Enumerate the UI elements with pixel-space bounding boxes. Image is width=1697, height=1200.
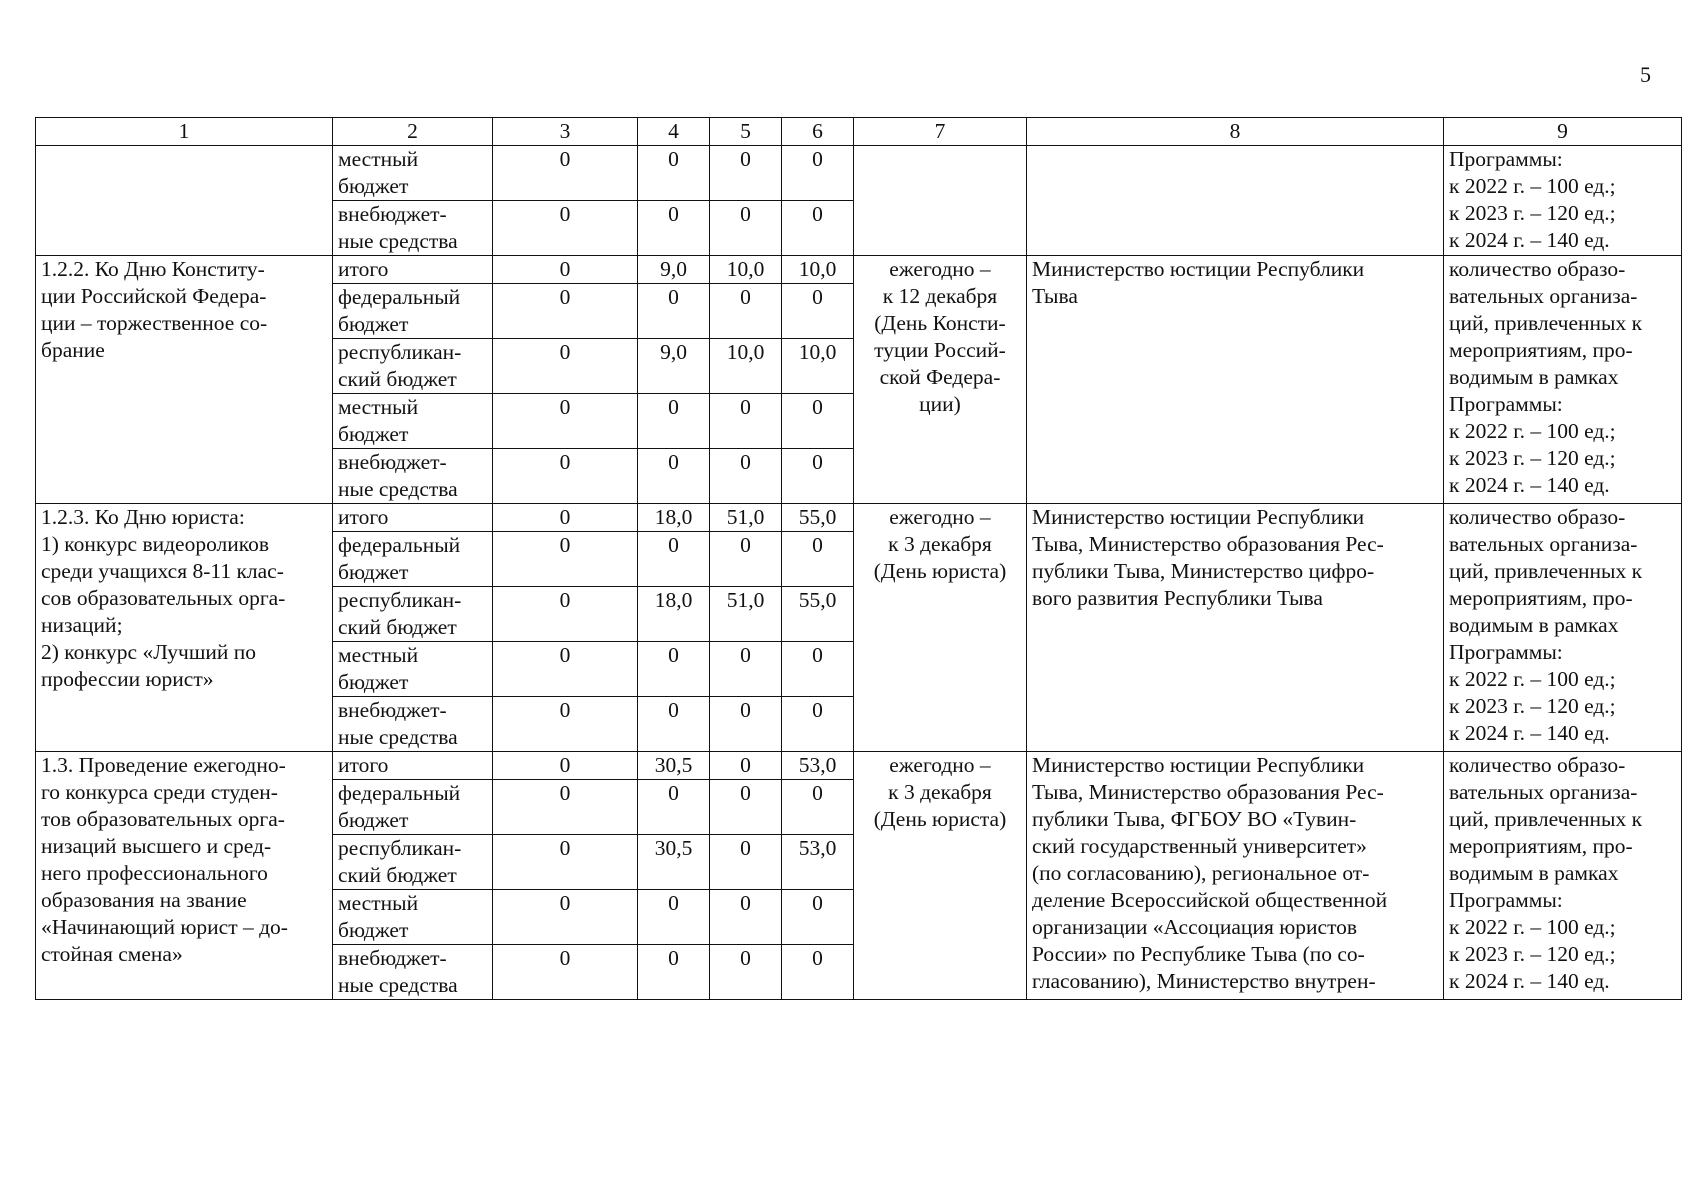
funding-source: итого [333, 752, 493, 780]
funding-source: местный бюджет [333, 146, 493, 201]
funding-source: федеральный бюджет [333, 780, 493, 835]
funding-source: местный бюджет [333, 890, 493, 945]
value-col-3: 0 [493, 284, 638, 339]
value-col-4: 0 [638, 945, 710, 1000]
value-col-3: 0 [493, 752, 638, 780]
deadline-cell: ежегодно – к 3 декабря (День юриста) [854, 752, 1027, 1000]
value-col-4: 0 [638, 890, 710, 945]
table-row [36, 256, 1682, 284]
value-col-6: 55,0 [782, 587, 854, 642]
value-col-3: 0 [493, 642, 638, 697]
value-col-3: 0 [493, 504, 638, 532]
header-col-5: 5 [710, 118, 782, 146]
value-col-5: 0 [710, 945, 782, 1000]
value-col-3: 0 [493, 945, 638, 1000]
funding-source: федеральный бюджет [333, 284, 493, 339]
value-col-6: 0 [782, 146, 854, 201]
value-col-3: 0 [493, 394, 638, 449]
value-col-6: 0 [782, 890, 854, 945]
funding-source: местный бюджет [333, 394, 493, 449]
value-col-5: 0 [710, 697, 782, 752]
value-col-5: 0 [710, 146, 782, 201]
value-col-3: 0 [493, 449, 638, 504]
header-col-3: 3 [493, 118, 638, 146]
value-col-6: 55,0 [782, 504, 854, 532]
value-col-6: 0 [782, 201, 854, 256]
value-col-4: 18,0 [638, 504, 710, 532]
event-cell: 1.2.2. Ко Дню Конститу- ции Российской Федера- ции – торжественное со- брание [36, 256, 333, 504]
header-col-1: 1 [36, 118, 333, 146]
value-col-4: 18,0 [638, 587, 710, 642]
value-col-6: 0 [782, 532, 854, 587]
value-col-3: 0 [493, 532, 638, 587]
value-col-5: 0 [710, 394, 782, 449]
page-number: 5 [1640, 62, 1651, 87]
value-col-4: 30,5 [638, 835, 710, 890]
value-col-6: 0 [782, 945, 854, 1000]
table-row [36, 504, 1682, 532]
value-col-6: 0 [782, 284, 854, 339]
funding-source: республикан- ский бюджет [333, 835, 493, 890]
value-col-4: 0 [638, 146, 710, 201]
value-col-6: 53,0 [782, 835, 854, 890]
table-row [36, 752, 1682, 780]
value-col-6: 10,0 [782, 339, 854, 394]
value-col-6: 0 [782, 780, 854, 835]
value-col-4: 0 [638, 201, 710, 256]
executors-cell [1027, 146, 1444, 256]
indicator-cell: количество образо- вательных организа- ций, привлеченных к мероприятиям, про- водимым в рамках Программы: к 2022 г. – 100 ед.; к 2023 г. – 120 ед.; к 2024 г. – 140 ед. [1444, 504, 1682, 752]
value-col-5: 51,0 [710, 587, 782, 642]
funding-source: республикан- ский бюджет [333, 587, 493, 642]
value-col-4: 30,5 [638, 752, 710, 780]
header-col-8: 8 [1027, 118, 1444, 146]
header-row [36, 118, 1682, 146]
value-col-4: 9,0 [638, 339, 710, 394]
event-cell: 1.2.3. Ко Дню юриста: 1) конкурс видеороликов среди учащихся 8-11 клас- сов образовательных орга- низаций; 2) конкурс «Лучший по профессии юрист» [36, 504, 333, 752]
funding-source: местный бюджет [333, 642, 493, 697]
value-col-5: 0 [710, 890, 782, 945]
deadline-cell: ежегодно – к 12 декабря (День Консти- туции Россий- ской Федера- ции) [854, 256, 1027, 504]
funding-source: внебюджет- ные средства [333, 697, 493, 752]
executors-cell: Министерство юстиции Республики Тыва, Министерство образования Рес- публики Тыва, ФГБОУ ВО «Тувин- ский государственный университет» (по согласованию), региональное от- деление Всероссийской общественной организации «Ассоциация юристов России» по Республике Тыва (по со- гласованию), Министерство внутрен- [1027, 752, 1444, 1000]
value-col-3: 0 [493, 339, 638, 394]
value-col-5: 0 [710, 449, 782, 504]
value-col-5: 10,0 [710, 256, 782, 284]
value-col-6: 0 [782, 697, 854, 752]
value-col-4: 9,0 [638, 256, 710, 284]
value-col-3: 0 [493, 835, 638, 890]
value-col-6: 0 [782, 394, 854, 449]
value-col-5: 0 [710, 532, 782, 587]
event-cell: 1.3. Проведение ежегодно- го конкурса среди студен- тов образовательных орга- низаций высшего и сред- него профессионального образования на звание «Начинающий юрист – до- стойная смена» [36, 752, 333, 1000]
indicator-cell: количество образо- вательных организа- ций, привлеченных к мероприятиям, про- водимым в рамках Программы: к 2022 г. – 100 ед.; к 2023 г. – 120 ед.; к 2024 г. – 140 ед. [1444, 752, 1682, 1000]
funding-source: федеральный бюджет [333, 532, 493, 587]
value-col-5: 0 [710, 642, 782, 697]
event-cell [36, 146, 333, 256]
value-col-5: 0 [710, 752, 782, 780]
funding-source: итого [333, 256, 493, 284]
indicator-cell: Программы: к 2022 г. – 100 ед.; к 2023 г. – 120 ед.; к 2024 г. – 140 ед. [1444, 146, 1682, 256]
header-col-9: 9 [1444, 118, 1682, 146]
value-col-4: 0 [638, 780, 710, 835]
value-col-5: 0 [710, 284, 782, 339]
value-col-4: 0 [638, 449, 710, 504]
deadline-cell: ежегодно – к 3 декабря (День юриста) [854, 504, 1027, 752]
value-col-5: 0 [710, 780, 782, 835]
funding-source: внебюджет- ные средства [333, 201, 493, 256]
value-col-3: 0 [493, 697, 638, 752]
value-col-3: 0 [493, 146, 638, 201]
value-col-3: 0 [493, 780, 638, 835]
value-col-5: 10,0 [710, 339, 782, 394]
deadline-cell [854, 146, 1027, 256]
value-col-6: 0 [782, 449, 854, 504]
program-table [35, 117, 1682, 1000]
funding-source: внебюджет- ные средства [333, 945, 493, 1000]
header-col-7: 7 [854, 118, 1027, 146]
value-col-6: 53,0 [782, 752, 854, 780]
value-col-3: 0 [493, 890, 638, 945]
header-col-2: 2 [333, 118, 493, 146]
value-col-4: 0 [638, 697, 710, 752]
funding-source: внебюджет- ные средства [333, 449, 493, 504]
header-col-4: 4 [638, 118, 710, 146]
value-col-3: 0 [493, 201, 638, 256]
value-col-5: 0 [710, 201, 782, 256]
value-col-4: 0 [638, 532, 710, 587]
value-col-3: 0 [493, 587, 638, 642]
indicator-cell: количество образо- вательных организа- ций, привлеченных к мероприятиям, про- водимым в рамках Программы: к 2022 г. – 100 ед.; к 2023 г. – 120 ед.; к 2024 г. – 140 ед. [1444, 256, 1682, 504]
executors-cell: Министерство юстиции Республики Тыва, Министерство образования Рес- публики Тыва, Министерство цифро- вого развития Республики Тыва [1027, 504, 1444, 752]
value-col-5: 51,0 [710, 504, 782, 532]
value-col-6: 10,0 [782, 256, 854, 284]
funding-source: итого [333, 504, 493, 532]
table-row [36, 146, 1682, 201]
value-col-4: 0 [638, 394, 710, 449]
value-col-4: 0 [638, 642, 710, 697]
value-col-3: 0 [493, 256, 638, 284]
value-col-5: 0 [710, 835, 782, 890]
funding-source: республикан- ский бюджет [333, 339, 493, 394]
header-col-6: 6 [782, 118, 854, 146]
value-col-6: 0 [782, 642, 854, 697]
value-col-4: 0 [638, 284, 710, 339]
executors-cell: Министерство юстиции Республики Тыва [1027, 256, 1444, 504]
